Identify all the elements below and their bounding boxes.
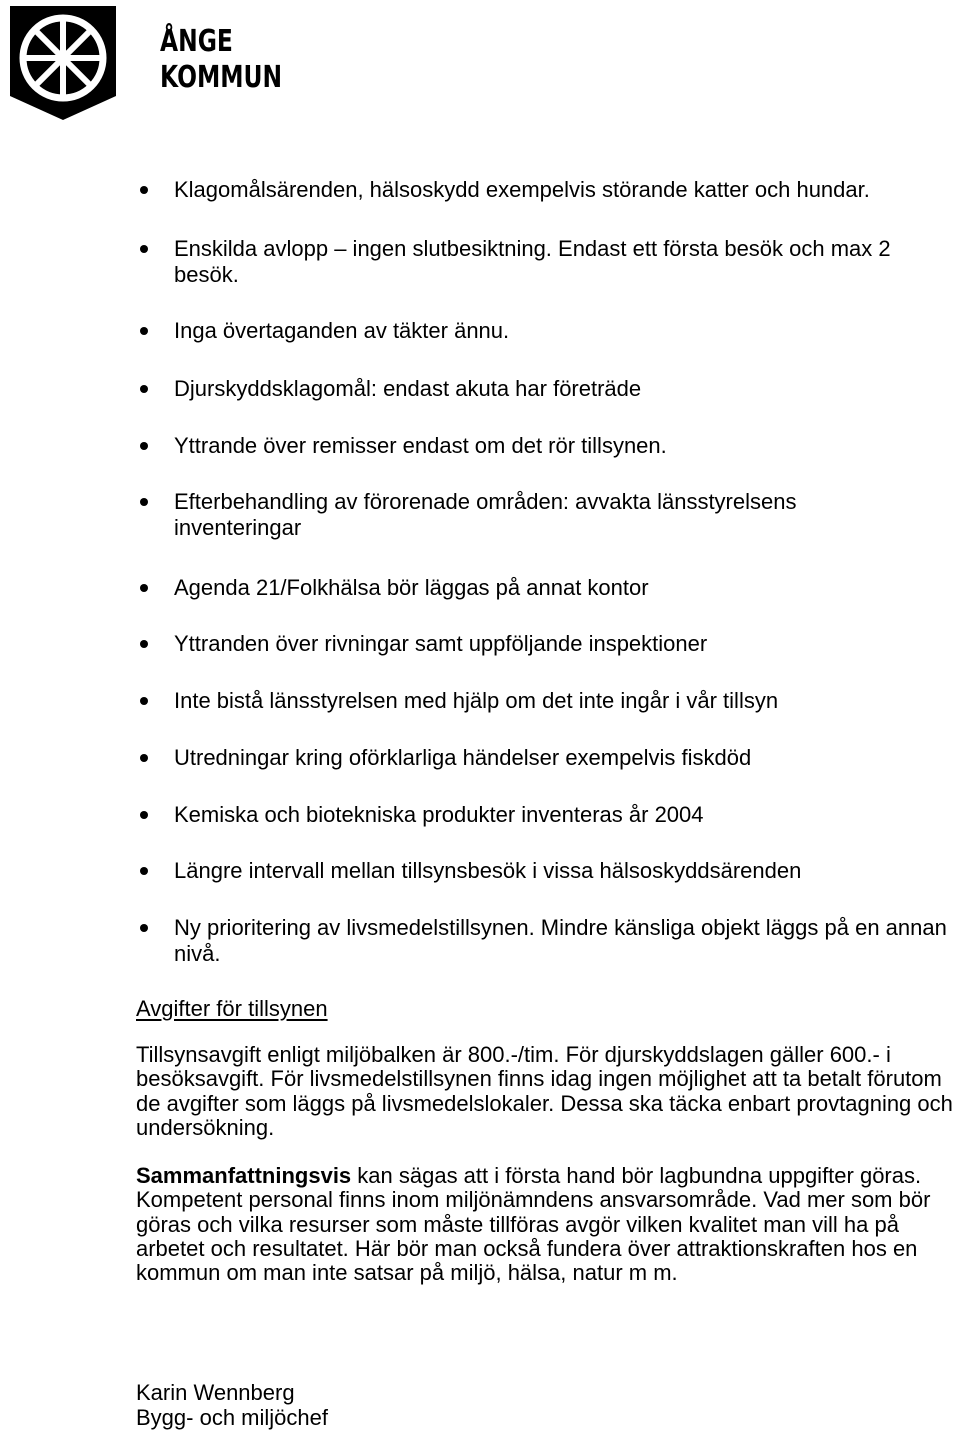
signature-name: Karin Wennberg xyxy=(136,1380,295,1405)
list-item-text: Djurskyddsklagomål: endast akuta har företräde xyxy=(174,376,642,401)
bullet-icon xyxy=(140,867,148,875)
wheel-shield-icon xyxy=(8,4,118,122)
list-item-text: Efterbehandling av förorenade områden: avvakta länsstyrelsens inventeringar xyxy=(174,489,797,540)
list-item-text: Inte bistå länsstyrelsen med hjälp om det inte ingår i vår tillsyn xyxy=(174,688,779,713)
bullet-icon xyxy=(140,640,148,648)
bullet-icon xyxy=(140,584,148,592)
bullet-icon xyxy=(140,498,148,506)
bullet-icon xyxy=(140,442,148,450)
bullet-icon xyxy=(140,245,148,253)
bullet-icon xyxy=(140,697,148,705)
bullet-icon xyxy=(140,924,148,932)
summary-lead: Sammanfattningsvis xyxy=(136,1163,352,1188)
bullet-icon xyxy=(140,327,148,335)
logo-line-1: ÅNGE xyxy=(160,24,233,59)
summary-paragraph xyxy=(136,1164,958,1285)
logo-line-2: KOMMUN xyxy=(160,60,283,95)
bullet-icon xyxy=(140,186,148,194)
bullet-icon xyxy=(140,811,148,819)
list-item-text: Klagomålsärenden, hälsoskydd exempelvis störande katter och hundar. xyxy=(174,177,870,202)
list-item-text: Ny prioritering av livsmedelstillsynen. Mindre känsliga objekt läggs på en annan nivå. xyxy=(174,915,947,966)
list-item-text: Kemiska och biotekniska produkter inventeras år 2004 xyxy=(174,802,704,827)
list-item-text: Inga övertaganden av täkter ännu. xyxy=(174,318,510,343)
list-item-text: Längre intervall mellan tillsynsbesök i vissa hälsoskyddsärenden xyxy=(174,858,802,883)
fees-heading: Avgifter för tillsynen xyxy=(136,996,328,1021)
list-item-text: Yttrande över remisser endast om det rör tillsynen. xyxy=(174,433,667,458)
signature-block xyxy=(136,1380,328,1430)
list-item-text: Enskilda avlopp – ingen slutbesiktning. Endast ett första besök och max 2 besök. xyxy=(174,236,891,287)
summary-text: kan sägas att i första hand bör lagbundna uppgifter göras. Kompetent personal finns inom miljönämndens ansvarsområde. Vad mer som bör göras och vilka resurser som måste tillföras avgör vilken kvalitet man vill ha på arbetet och resultatet. Här bör man också fundera över attraktionskraften hos en kommun om man inte satsar på miljö, hälsa, natur m m. xyxy=(136,1163,931,1286)
bullet-icon xyxy=(140,385,148,393)
signature-title: Bygg- och miljöchef xyxy=(136,1405,328,1430)
logo-wordmark xyxy=(160,24,282,96)
fees-paragraph: Tillsynsavgift enligt miljöbalken är 800.-/tim. För djurskyddslagen gäller 600.- i besöksavgift. För livsmedelstillsynen finns idag ingen möjlighet att ta betalt förutom de avgifter som läggs på livsmedelslokaler. Dessa ska täcka enbart provtagning och undersökning. xyxy=(136,1042,953,1140)
bullet-icon xyxy=(140,754,148,762)
list-item-text: Yttranden över rivningar samt uppföljande inspektioner xyxy=(174,631,708,656)
list-item-text: Agenda 21/Folkhälsa bör läggas på annat kontor xyxy=(174,575,649,600)
list-item-text: Utredningar kring oförklarliga händelser exempelvis fiskdöd xyxy=(174,745,752,770)
municipality-logo xyxy=(8,4,283,122)
